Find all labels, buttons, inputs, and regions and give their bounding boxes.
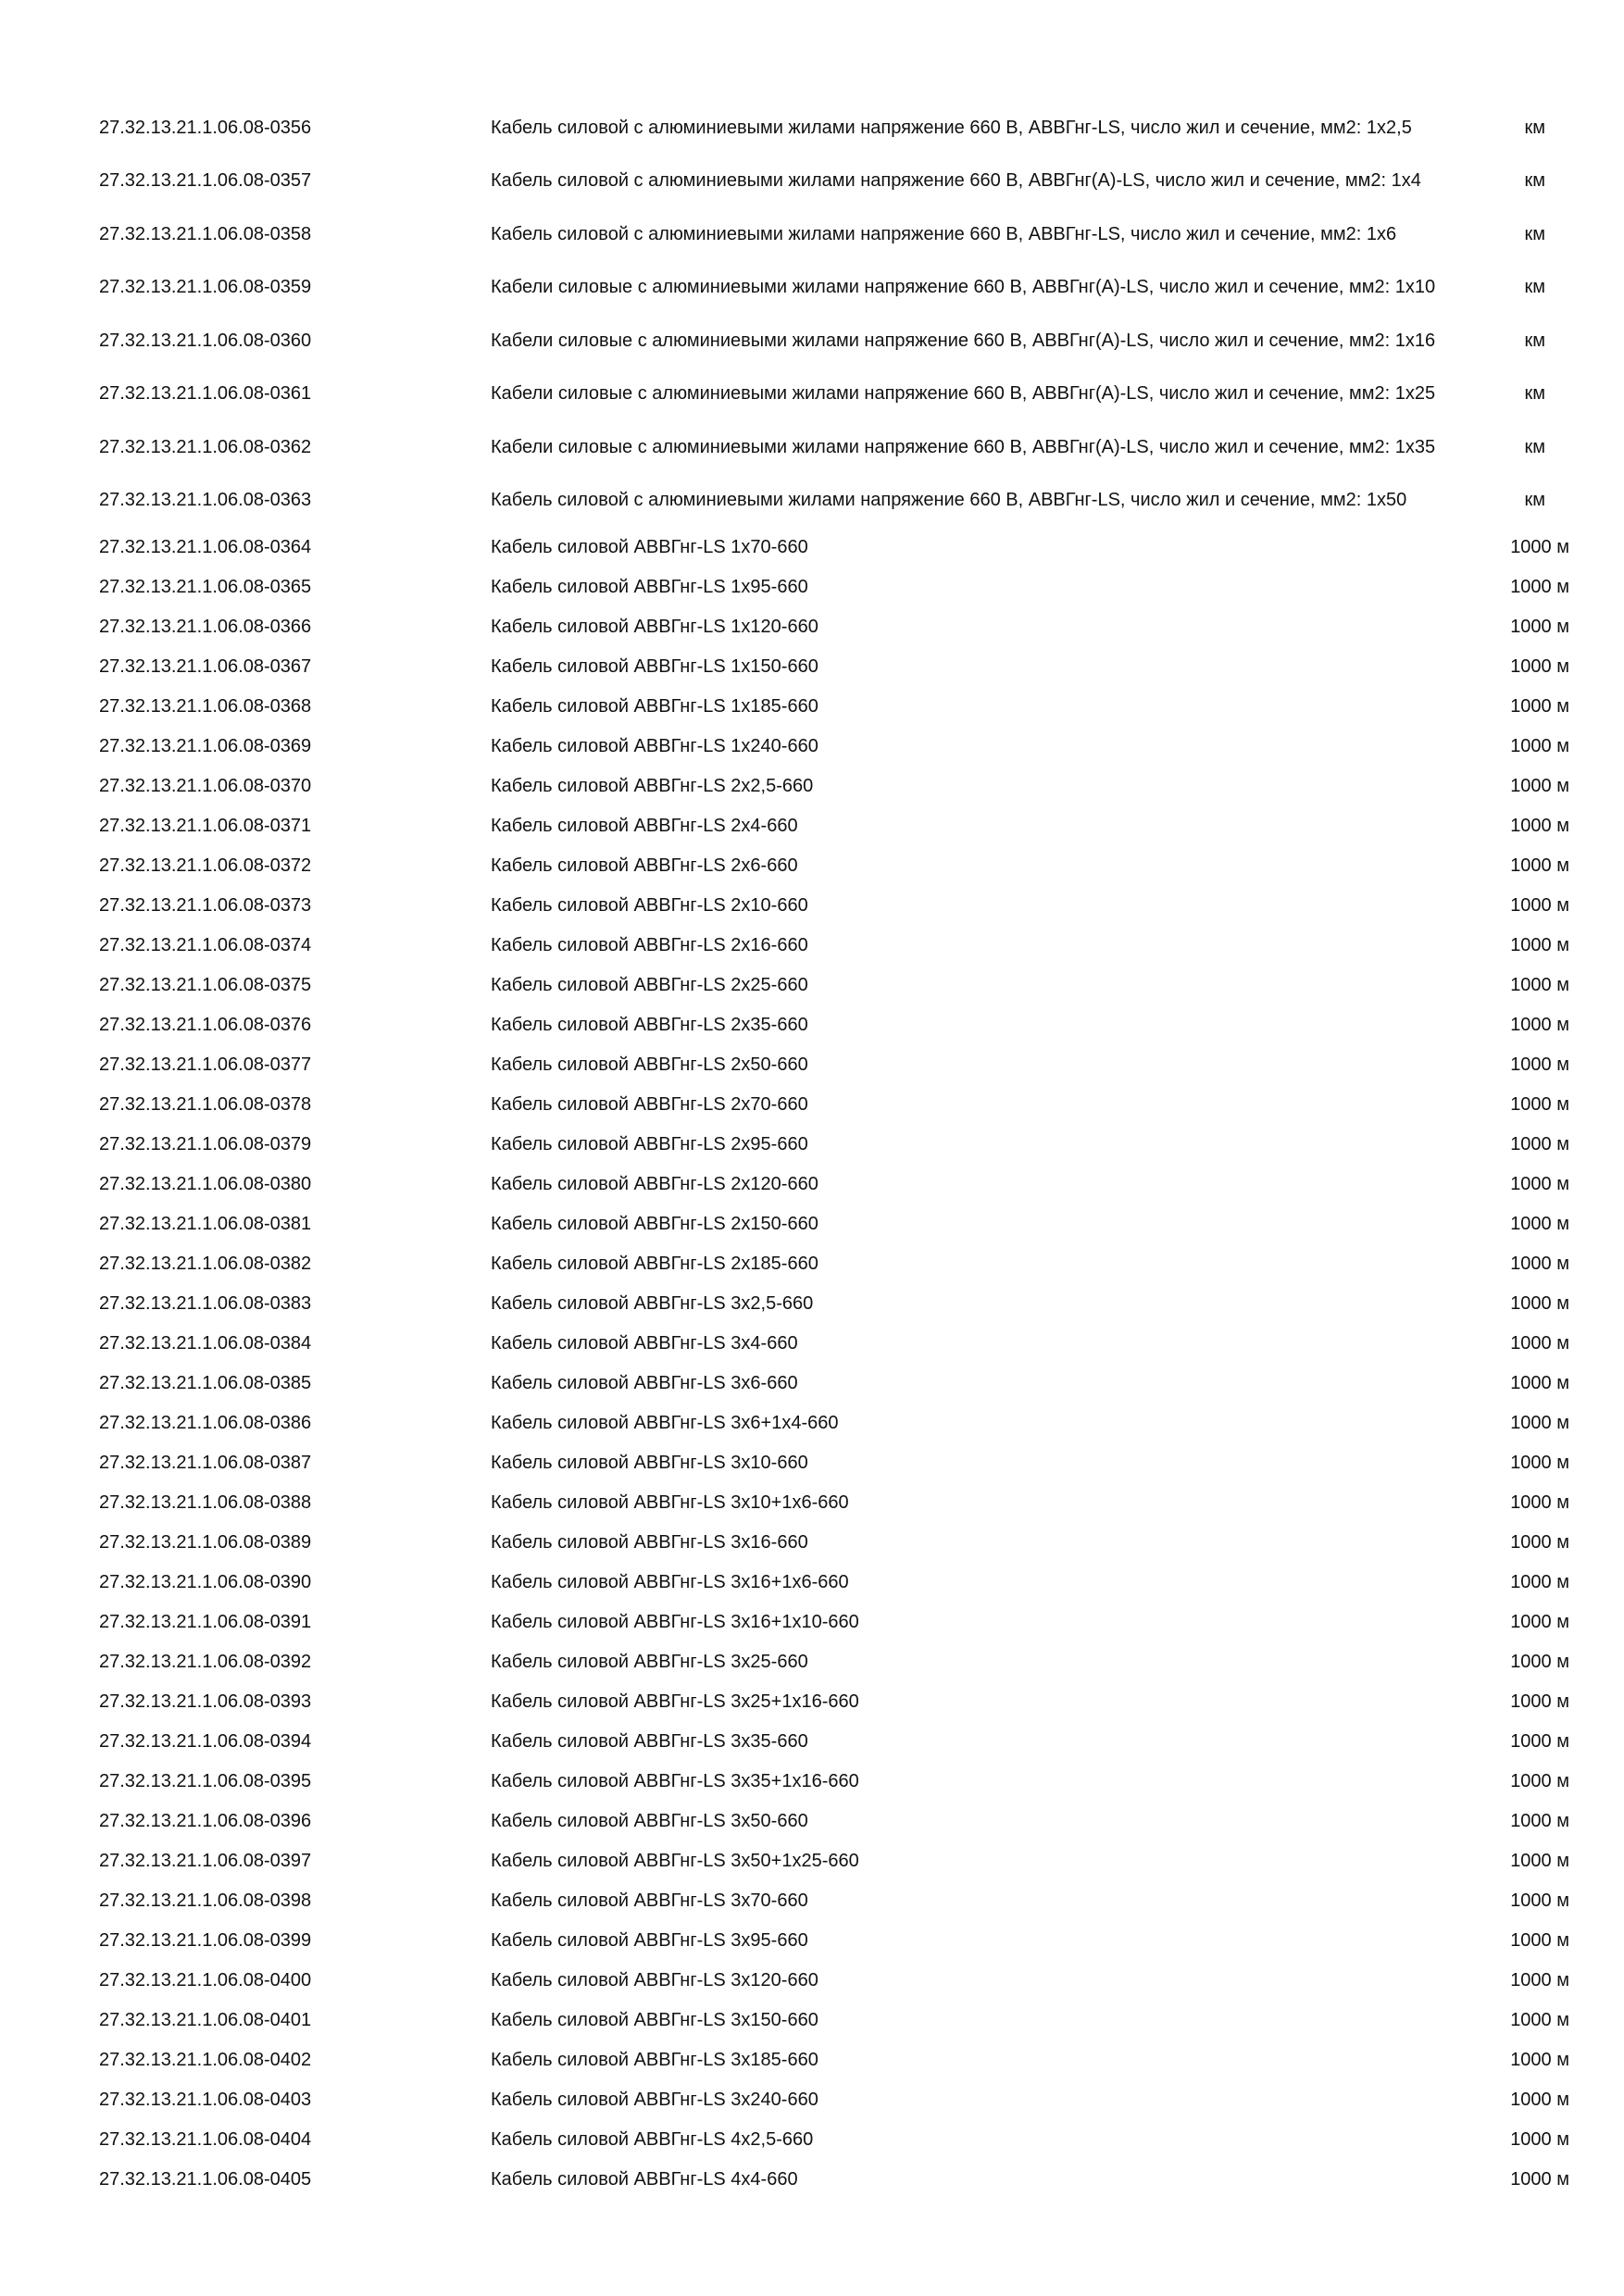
table-row (99, 101, 1580, 155)
table-row (99, 420, 1580, 474)
resource-code: 27.32.13.21.1.06.08-0375 (99, 974, 312, 995)
unit-of-measure: 1000 м (1510, 2009, 1569, 2030)
unit-of-measure: 1000 м (1510, 1372, 1569, 1393)
unit-of-measure: 1000 м (1510, 1571, 1569, 1592)
table-row (99, 1164, 1580, 1204)
resource-name: Кабель силовой АВВГнг-LS 2х70-660 (491, 1093, 808, 1115)
unit-of-measure: 1000 м (1510, 1133, 1569, 1154)
resource-code: 27.32.13.21.1.06.08-0364 (99, 536, 312, 557)
resource-name: Кабель силовой АВВГнг-LS 3х120-660 (491, 1969, 818, 1990)
resource-code: 27.32.13.21.1.06.08-0366 (99, 616, 312, 637)
resource-name: Кабель силовой АВВГнг-LS 2х2,5-660 (491, 775, 814, 796)
unit-of-measure: 1000 м (1510, 655, 1569, 677)
table-row (99, 845, 1580, 885)
table-row (99, 2079, 1580, 2119)
resource-code: 27.32.13.21.1.06.08-0395 (99, 1770, 312, 1791)
resource-code: 27.32.13.21.1.06.08-0379 (99, 1133, 312, 1154)
unit-of-measure: км (1524, 436, 1545, 457)
resource-name: Кабель силовой АВВГнг-LS 3х35+1х16-660 (491, 1770, 859, 1791)
resource-name: Кабель силовой АВВГнг-LS 3х185-660 (491, 2049, 818, 2070)
unit-of-measure: 1000 м (1510, 1014, 1569, 1035)
resource-code: 27.32.13.21.1.06.08-0384 (99, 1332, 312, 1354)
table-row (99, 726, 1580, 766)
resource-code: 27.32.13.21.1.06.08-0387 (99, 1452, 312, 1473)
unit-of-measure: 1000 м (1510, 695, 1569, 717)
resource-name: Кабель силовой АВВГнг-LS 1х240-660 (491, 735, 818, 756)
table-row (99, 1243, 1580, 1283)
resource-name: Кабель силовой АВВГнг-LS 2х185-660 (491, 1253, 818, 1274)
resource-code: 27.32.13.21.1.06.08-0389 (99, 1531, 312, 1553)
resource-name: Кабель силовой АВВГнг-LS 2х16-660 (491, 934, 808, 955)
resource-code: 27.32.13.21.1.06.08-0371 (99, 815, 312, 836)
unit-of-measure: 1000 м (1510, 1332, 1569, 1354)
unit-of-measure: км (1524, 170, 1545, 192)
resource-name: Кабель силовой АВВГнг-LS 4х2,5-660 (491, 2128, 814, 2150)
resource-name: Кабель силовой АВВГнг-LS 3х2,5-660 (491, 1292, 814, 1314)
resource-code: 27.32.13.21.1.06.08-0397 (99, 1850, 312, 1871)
resource-name: Кабель силовой АВВГнг-LS 2х50-660 (491, 1054, 808, 1075)
resource-code: 27.32.13.21.1.06.08-0386 (99, 1412, 312, 1433)
unit-of-measure: км (1524, 383, 1545, 405)
resource-name: Кабель силовой АВВГнг-LS 2х150-660 (491, 1213, 818, 1234)
table-row (99, 1442, 1580, 1482)
resource-code: 27.32.13.21.1.06.08-0359 (99, 277, 312, 298)
resource-code: 27.32.13.21.1.06.08-0399 (99, 1929, 312, 1951)
table-row (99, 805, 1580, 845)
resource-name: Кабель силовой с алюминиевыми жилами напряжение 660 В, АВВГнг-LS, число жил и сечение, мм2: 1х50 (491, 490, 1407, 511)
table-row (99, 1641, 1580, 1681)
unit-of-measure: км (1524, 117, 1545, 138)
resource-code: 27.32.13.21.1.06.08-0390 (99, 1571, 312, 1592)
resource-code: 27.32.13.21.1.06.08-0398 (99, 1890, 312, 1911)
resource-name: Кабель силовой АВВГнг-LS 3х25+1х16-660 (491, 1691, 859, 1712)
table-row (99, 567, 1580, 606)
unit-of-measure: км (1524, 223, 1545, 244)
table-row (99, 686, 1580, 726)
table-row (99, 1880, 1580, 1920)
table-row (99, 1761, 1580, 1801)
resource-name: Кабели силовые с алюминиевыми жилами напряжение 660 В, АВВГнг(А)-LS, число жил и сечение, мм2: 1х10 (491, 277, 1436, 298)
unit-of-measure: 1000 м (1510, 1412, 1569, 1433)
unit-of-measure: км (1524, 490, 1545, 511)
unit-of-measure: 1000 м (1510, 1730, 1569, 1752)
table-row (99, 1522, 1580, 1562)
table-row (99, 1204, 1580, 1243)
resource-name: Кабель силовой АВВГнг-LS 3х6+1х4-660 (491, 1412, 839, 1433)
resource-name: Кабель силовой АВВГнг-LS 3х16-660 (491, 1531, 808, 1553)
unit-of-measure: 1000 м (1510, 815, 1569, 836)
unit-of-measure: 1000 м (1510, 2168, 1569, 2190)
table-row (99, 1482, 1580, 1522)
unit-of-measure: 1000 м (1510, 1173, 1569, 1194)
resource-code: 27.32.13.21.1.06.08-0400 (99, 1969, 312, 1990)
table-row (99, 155, 1580, 208)
table-row (99, 314, 1580, 368)
resource-code: 27.32.13.21.1.06.08-0378 (99, 1093, 312, 1115)
unit-of-measure: 1000 м (1510, 894, 1569, 916)
unit-of-measure: 1000 м (1510, 576, 1569, 597)
unit-of-measure: 1000 м (1510, 1850, 1569, 1871)
resource-code: 27.32.13.21.1.06.08-0370 (99, 775, 312, 796)
resource-code: 27.32.13.21.1.06.08-0394 (99, 1730, 312, 1752)
table-row (99, 2159, 1580, 2199)
resource-code: 27.32.13.21.1.06.08-0357 (99, 170, 312, 192)
resource-name: Кабель силовой АВВГнг-LS 1х120-660 (491, 616, 818, 637)
unit-of-measure: 1000 м (1510, 1531, 1569, 1553)
resource-name: Кабель силовой с алюминиевыми жилами напряжение 660 В, АВВГнг(А)-LS, число жил и сечение, мм2: 1х4 (491, 170, 1421, 192)
table-row (99, 1124, 1580, 1164)
resource-name: Кабель силовой АВВГнг-LS 2х95-660 (491, 1133, 808, 1154)
resource-code: 27.32.13.21.1.06.08-0363 (99, 490, 312, 511)
resource-name: Кабель силовой АВВГнг-LS 3х50-660 (491, 1810, 808, 1831)
unit-of-measure: 1000 м (1510, 1093, 1569, 1115)
resource-name: Кабель силовой АВВГнг-LS 2х35-660 (491, 1014, 808, 1035)
resource-code: 27.32.13.21.1.06.08-0369 (99, 735, 312, 756)
table-row (99, 1004, 1580, 1044)
table-row (99, 885, 1580, 925)
resource-name: Кабели силовые с алюминиевыми жилами напряжение 660 В, АВВГнг(А)-LS, число жил и сечение, мм2: 1х16 (491, 330, 1436, 351)
unit-of-measure: 1000 м (1510, 2049, 1569, 2070)
resource-name: Кабели силовые с алюминиевыми жилами напряжение 660 В, АВВГнг(А)-LS, число жил и сечение, мм2: 1х25 (491, 383, 1436, 405)
resource-name: Кабель силовой АВВГнг-LS 3х10+1х6-660 (491, 1491, 849, 1513)
resource-code: 27.32.13.21.1.06.08-0380 (99, 1173, 312, 1194)
resource-code: 27.32.13.21.1.06.08-0382 (99, 1253, 312, 1274)
table-row (99, 474, 1580, 528)
resource-code: 27.32.13.21.1.06.08-0377 (99, 1054, 312, 1075)
resource-name: Кабель силовой АВВГнг-LS 1х185-660 (491, 695, 818, 717)
resource-code: 27.32.13.21.1.06.08-0383 (99, 1292, 312, 1314)
table-row (99, 1602, 1580, 1641)
resource-code: 27.32.13.21.1.06.08-0365 (99, 576, 312, 597)
table-row (99, 1323, 1580, 1363)
resource-name: Кабель силовой АВВГнг-LS 3х95-660 (491, 1929, 808, 1951)
unit-of-measure: 1000 м (1510, 536, 1569, 557)
resource-name: Кабель силовой АВВГнг-LS 3х16+1х10-660 (491, 1611, 859, 1632)
unit-of-measure: 1000 м (1510, 2128, 1569, 2150)
resource-name: Кабель силовой АВВГнг-LS 2х120-660 (491, 1173, 818, 1194)
resource-code: 27.32.13.21.1.06.08-0391 (99, 1611, 312, 1632)
table-row (99, 368, 1580, 421)
unit-of-measure: 1000 м (1510, 1810, 1569, 1831)
table-row (99, 1283, 1580, 1323)
table-row (99, 2040, 1580, 2079)
unit-of-measure: 1000 м (1510, 735, 1569, 756)
resource-name: Кабели силовые с алюминиевыми жилами напряжение 660 В, АВВГнг(А)-LS, число жил и сечение, мм2: 1х35 (491, 436, 1436, 457)
unit-of-measure: 1000 м (1510, 1253, 1569, 1274)
resource-name: Кабель силовой АВВГнг-LS 3х4-660 (491, 1332, 798, 1354)
unit-of-measure: км (1524, 330, 1545, 351)
unit-of-measure: 1000 м (1510, 1054, 1569, 1075)
table-row (99, 1801, 1580, 1841)
resource-code: 27.32.13.21.1.06.08-0373 (99, 894, 312, 916)
resource-code: 27.32.13.21.1.06.08-0361 (99, 383, 312, 405)
resource-code: 27.32.13.21.1.06.08-0401 (99, 2009, 312, 2030)
table-row (99, 1721, 1580, 1761)
table-row (99, 261, 1580, 315)
unit-of-measure: 1000 м (1510, 855, 1569, 876)
table-row (99, 1920, 1580, 1960)
resource-name: Кабель силовой АВВГнг-LS 2х4-660 (491, 815, 798, 836)
table-row (99, 1363, 1580, 1403)
unit-of-measure: 1000 м (1510, 1691, 1569, 1712)
resource-code: 27.32.13.21.1.06.08-0402 (99, 2049, 312, 2070)
unit-of-measure: 1000 м (1510, 1611, 1569, 1632)
table-row (99, 1562, 1580, 1602)
table-row (99, 766, 1580, 805)
unit-of-measure: 1000 м (1510, 974, 1569, 995)
table-row (99, 606, 1580, 646)
table-row (99, 925, 1580, 965)
resource-code: 27.32.13.21.1.06.08-0367 (99, 655, 312, 677)
resource-code: 27.32.13.21.1.06.08-0392 (99, 1651, 312, 1672)
resource-name: Кабель силовой АВВГнг-LS 2х6-660 (491, 855, 798, 876)
table-row (99, 1960, 1580, 2000)
resource-name: Кабель силовой АВВГнг-LS 1х150-660 (491, 655, 818, 677)
resource-code: 27.32.13.21.1.06.08-0385 (99, 1372, 312, 1393)
table-row (99, 1084, 1580, 1124)
resource-code: 27.32.13.21.1.06.08-0381 (99, 1213, 312, 1234)
resource-code: 27.32.13.21.1.06.08-0368 (99, 695, 312, 717)
resource-name: Кабель силовой АВВГнг-LS 1х95-660 (491, 576, 808, 597)
resource-name: Кабель силовой АВВГнг-LS 3х70-660 (491, 1890, 808, 1911)
resource-code: 27.32.13.21.1.06.08-0356 (99, 117, 312, 138)
resource-name: Кабель силовой с алюминиевыми жилами напряжение 660 В, АВВГнг-LS, число жил и сечение, мм2: 1х2,5 (491, 117, 1412, 138)
resource-code: 27.32.13.21.1.06.08-0376 (99, 1014, 312, 1035)
unit-of-measure: 1000 м (1510, 1213, 1569, 1234)
unit-of-measure: 1000 м (1510, 1770, 1569, 1791)
unit-of-measure: 1000 м (1510, 1292, 1569, 1314)
resource-name: Кабель силовой АВВГнг-LS 3х16+1х6-660 (491, 1571, 849, 1592)
unit-of-measure: 1000 м (1510, 1929, 1569, 1951)
unit-of-measure: 1000 м (1510, 775, 1569, 796)
resource-code: 27.32.13.21.1.06.08-0360 (99, 330, 312, 351)
unit-of-measure: км (1524, 277, 1545, 298)
table-row (99, 1044, 1580, 1084)
table-row (99, 1681, 1580, 1721)
unit-of-measure: 1000 м (1510, 1651, 1569, 1672)
resource-name: Кабель силовой АВВГнг-LS 3х50+1х25-660 (491, 1850, 859, 1871)
unit-of-measure: 1000 м (1510, 1969, 1569, 1990)
resource-code: 27.32.13.21.1.06.08-0374 (99, 934, 312, 955)
unit-of-measure: 1000 м (1510, 1452, 1569, 1473)
table-row (99, 965, 1580, 1004)
resource-name: Кабель силовой АВВГнг-LS 3х25-660 (491, 1651, 808, 1672)
resource-name: Кабель силовой с алюминиевыми жилами напряжение 660 В, АВВГнг-LS, число жил и сечение, мм2: 1х6 (491, 223, 1397, 244)
resource-name: Кабель силовой АВВГнг-LS 3х10-660 (491, 1452, 808, 1473)
table-row (99, 2119, 1580, 2159)
unit-of-measure: 1000 м (1510, 616, 1569, 637)
resource-name: Кабель силовой АВВГнг-LS 4х4-660 (491, 2168, 798, 2190)
unit-of-measure: 1000 м (1510, 1890, 1569, 1911)
table-row (99, 1841, 1580, 1880)
price-table (99, 101, 1580, 2199)
resource-code: 27.32.13.21.1.06.08-0358 (99, 223, 312, 244)
resource-code: 27.32.13.21.1.06.08-0388 (99, 1491, 312, 1513)
resource-name: Кабель силовой АВВГнг-LS 1х70-660 (491, 536, 808, 557)
resource-name: Кабель силовой АВВГнг-LS 2х25-660 (491, 974, 808, 995)
table-row (99, 2000, 1580, 2040)
unit-of-measure: 1000 м (1510, 2089, 1569, 2110)
resource-code: 27.32.13.21.1.06.08-0403 (99, 2089, 312, 2110)
resource-name: Кабель силовой АВВГнг-LS 3х6-660 (491, 1372, 798, 1393)
resource-name: Кабель силовой АВВГнг-LS 3х35-660 (491, 1730, 808, 1752)
resource-name: Кабель силовой АВВГнг-LS 2х10-660 (491, 894, 808, 916)
table-row (99, 1403, 1580, 1442)
resource-name: Кабель силовой АВВГнг-LS 3х150-660 (491, 2009, 818, 2030)
unit-of-measure: 1000 м (1510, 1491, 1569, 1513)
resource-code: 27.32.13.21.1.06.08-0362 (99, 436, 312, 457)
resource-code: 27.32.13.21.1.06.08-0396 (99, 1810, 312, 1831)
unit-of-measure: 1000 м (1510, 934, 1569, 955)
table-row (99, 207, 1580, 261)
resource-code: 27.32.13.21.1.06.08-0372 (99, 855, 312, 876)
table-row (99, 527, 1580, 567)
resource-code: 27.32.13.21.1.06.08-0404 (99, 2128, 312, 2150)
table-row (99, 646, 1580, 686)
resource-name: Кабель силовой АВВГнг-LS 3х240-660 (491, 2089, 818, 2110)
resource-code: 27.32.13.21.1.06.08-0405 (99, 2168, 312, 2190)
resource-code: 27.32.13.21.1.06.08-0393 (99, 1691, 312, 1712)
